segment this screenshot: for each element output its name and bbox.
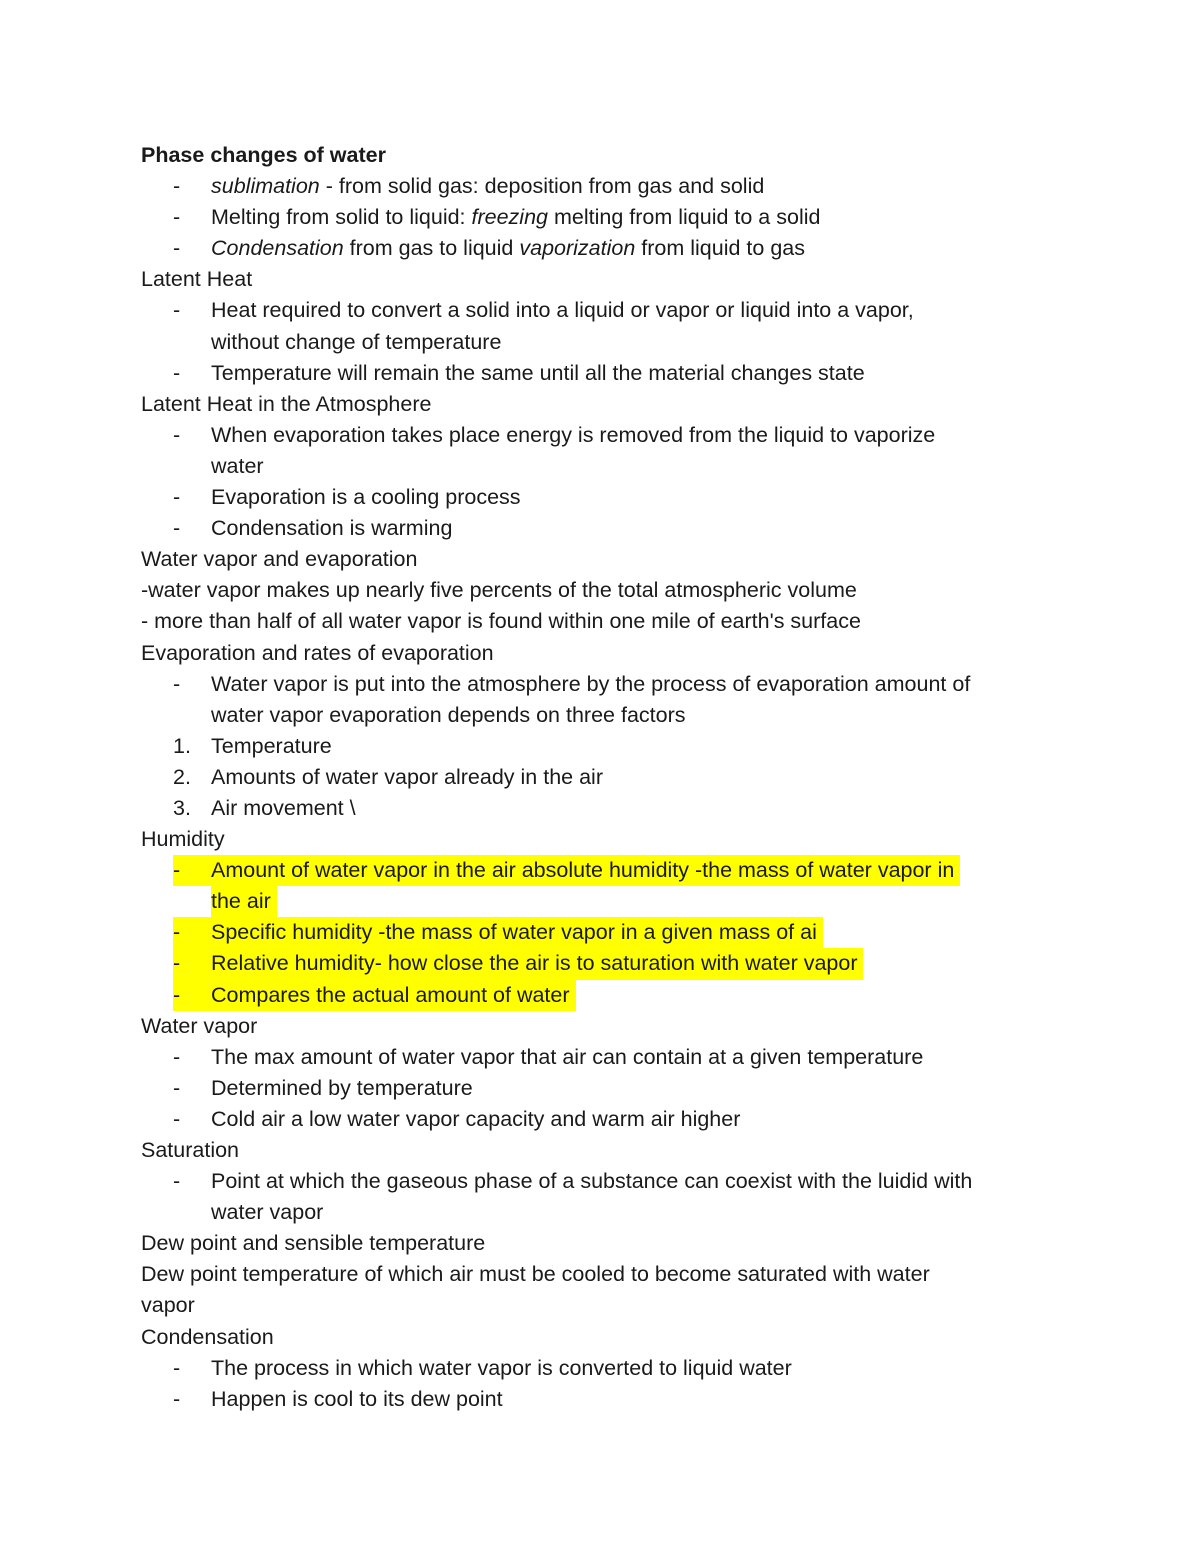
section-heading: Humidity xyxy=(141,827,225,852)
list-marker: 3. xyxy=(173,795,191,820)
section-heading: Water vapor xyxy=(141,1013,258,1038)
list-item xyxy=(0,1353,1200,1384)
list-item-text xyxy=(211,233,805,264)
text-run: Water vapor is put into the atmosphere by the process of evaporation amount of xyxy=(211,671,971,696)
section-heading: Latent Heat xyxy=(141,267,253,292)
list-item-text xyxy=(211,420,935,451)
text-line xyxy=(0,575,1200,606)
text-run: Happen is cool to its dew point xyxy=(211,1386,503,1411)
list-item-text xyxy=(211,1073,473,1104)
list-marker: - xyxy=(173,855,211,886)
text-run: Condensation is warming xyxy=(211,516,453,541)
text-line xyxy=(0,1135,1200,1166)
text-line xyxy=(0,140,1200,171)
text-run: When evaporation takes place energy is removed from the liquid to vaporize xyxy=(211,422,936,447)
list-item xyxy=(0,855,1200,886)
text-run: melting from liquid to a solid xyxy=(548,205,821,230)
text-line xyxy=(0,1259,1200,1290)
list-marker: - xyxy=(173,1355,181,1380)
text-run: without change of temperature xyxy=(211,329,502,354)
text-line xyxy=(0,1322,1200,1353)
list-item-text xyxy=(211,762,603,793)
list-item xyxy=(0,731,1200,762)
text-line xyxy=(0,1011,1200,1042)
text-run: The process in which water vapor is converted to liquid water xyxy=(211,1355,792,1380)
text-run: water xyxy=(211,453,264,478)
section-heading: vapor xyxy=(141,1293,195,1318)
list-item-text xyxy=(211,855,960,886)
section-heading: Saturation xyxy=(141,1138,240,1162)
list-item xyxy=(0,1197,1200,1228)
text-run: Point at which the gaseous phase of a substance can coexist with the luidid with xyxy=(211,1169,973,1194)
section-heading: -water vapor makes up nearly five percents of the total atmospheric volume xyxy=(141,578,857,603)
list-item xyxy=(0,948,1200,979)
list-item-text xyxy=(211,451,264,482)
list-marker: - xyxy=(173,174,181,199)
list-item-text xyxy=(211,700,686,731)
text-run: Determined by temperature xyxy=(211,1075,473,1100)
list-item-text xyxy=(211,482,521,513)
list-marker: - xyxy=(173,980,211,1011)
list-marker: - xyxy=(173,1106,181,1131)
text-run: Air movement \ xyxy=(211,795,356,820)
list-item xyxy=(0,513,1200,544)
list-marker: - xyxy=(173,298,181,323)
list-item-text xyxy=(211,1384,503,1415)
text-run: Temperature will remain the same until all the material changes state xyxy=(211,360,865,385)
list-item xyxy=(0,451,1200,482)
text-run: from liquid to gas xyxy=(635,236,805,261)
list-item xyxy=(0,1384,1200,1415)
text-line xyxy=(0,1228,1200,1259)
list-item xyxy=(0,762,1200,793)
section-heading: Water vapor and evaporation xyxy=(141,547,418,572)
list-item xyxy=(0,700,1200,731)
text-run: Cold air a low water vapor capacity and warm air higher xyxy=(211,1106,741,1131)
section-heading: Dew point temperature of which air must be cooled to become saturated with water xyxy=(141,1262,930,1287)
text-line xyxy=(0,389,1200,420)
list-marker: 1. xyxy=(173,733,191,758)
list-item xyxy=(0,420,1200,451)
list-item-text xyxy=(211,1104,740,1135)
text-line xyxy=(0,1290,1200,1321)
list-marker: - xyxy=(173,360,181,385)
list-marker: - xyxy=(173,516,181,541)
list-item xyxy=(0,793,1200,824)
list-item-text xyxy=(211,295,914,326)
text-run: The max amount of water vapor that air can contain at a given temperature xyxy=(211,1044,924,1069)
list-marker: - xyxy=(173,1075,181,1100)
text-run: the air xyxy=(211,889,271,914)
list-item xyxy=(0,358,1200,389)
text-line xyxy=(0,264,1200,295)
list-marker: - xyxy=(173,485,181,510)
text-run: Temperature xyxy=(211,733,332,758)
text-run: Relative humidity- how close the air is to saturation with water vapor xyxy=(211,951,858,976)
text-run: from gas to liquid xyxy=(343,236,520,261)
list-item-text xyxy=(211,1042,923,1073)
list-marker: - xyxy=(173,1044,181,1069)
list-item xyxy=(0,917,1200,948)
list-item-text xyxy=(211,917,823,948)
list-item xyxy=(0,980,1200,1011)
list-item-text xyxy=(211,1166,972,1197)
list-item xyxy=(0,669,1200,700)
list-item xyxy=(0,886,1200,917)
list-item xyxy=(0,295,1200,326)
list-item xyxy=(0,233,1200,264)
text-run: Compares the actual amount of water xyxy=(211,982,570,1007)
list-item-text xyxy=(211,358,865,389)
list-item-text xyxy=(211,1197,323,1228)
section-heading: Dew point and sensible temperature xyxy=(141,1231,486,1256)
text-run: - from solid gas: deposition from gas and solid xyxy=(319,174,765,199)
list-item xyxy=(0,1104,1200,1135)
list-marker: - xyxy=(173,1169,181,1194)
list-item xyxy=(0,202,1200,233)
list-item-text xyxy=(211,948,863,979)
list-item-text xyxy=(211,669,970,700)
italic-term: sublimation xyxy=(211,174,320,199)
italic-term: freezing xyxy=(471,205,548,230)
document-title: Phase changes of water xyxy=(141,143,386,167)
text-line xyxy=(0,824,1200,855)
list-marker: - xyxy=(173,422,181,447)
list-item-text xyxy=(211,513,452,544)
italic-term: Condensation xyxy=(211,236,344,261)
list-marker: - xyxy=(173,917,211,948)
list-marker: - xyxy=(173,948,211,979)
text-run: Heat required to convert a solid into a liquid or vapor or liquid into a vapor, xyxy=(211,298,914,323)
list-item-text xyxy=(211,980,576,1011)
list-item xyxy=(0,327,1200,358)
list-item-text xyxy=(211,1353,792,1384)
text-run: Amounts of water vapor already in the air xyxy=(211,764,603,789)
list-item-text xyxy=(211,793,356,824)
text-run: water vapor evaporation depends on three factors xyxy=(211,702,686,727)
italic-term: vaporization xyxy=(519,236,636,261)
section-heading: Evaporation and rates of evaporation xyxy=(141,640,494,665)
list-item-text xyxy=(211,886,277,917)
list-marker: - xyxy=(173,671,181,696)
list-item xyxy=(0,482,1200,513)
list-item-text xyxy=(211,171,764,202)
list-item-text xyxy=(211,202,820,233)
list-marker: 2. xyxy=(173,764,191,789)
section-heading: Latent Heat in the Atmosphere xyxy=(141,391,432,416)
list-item xyxy=(0,1166,1200,1197)
text-line xyxy=(0,544,1200,575)
text-run: Amount of water vapor in the air absolute humidity -the mass of water vapor in xyxy=(211,858,955,883)
document-page xyxy=(0,140,1200,1415)
text-run: water vapor xyxy=(211,1200,324,1225)
list-item-text xyxy=(211,327,501,358)
text-line xyxy=(0,606,1200,637)
list-item-text xyxy=(211,731,332,762)
text-line xyxy=(0,638,1200,669)
list-marker: - xyxy=(173,236,181,261)
list-item xyxy=(0,171,1200,202)
list-marker: - xyxy=(173,1386,181,1411)
text-run: Specific humidity -the mass of water vapor in a given mass of ai xyxy=(211,920,817,945)
section-heading: Condensation xyxy=(141,1324,274,1349)
list-item xyxy=(0,1042,1200,1073)
list-item xyxy=(0,1073,1200,1104)
list-marker: - xyxy=(173,205,181,230)
section-heading: - more than half of all water vapor is found within one mile of earth's surface xyxy=(141,609,861,634)
text-run: Melting from solid to liquid: xyxy=(211,205,472,230)
text-run: Evaporation is a cooling process xyxy=(211,485,521,510)
